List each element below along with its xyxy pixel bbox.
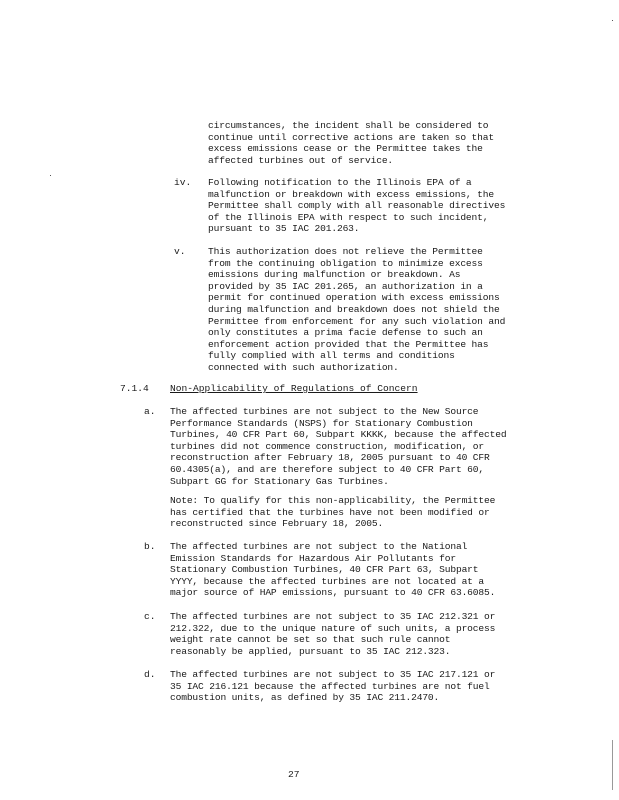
item-iv-text: Following notification to the Illinois EPA of a malfunction or breakdown with excess emissions, the Permittee shall comply with all reasonable directives of the Illinois EPA with respect to such incident, pursuant to 35 IAC 201.263. bbox=[208, 177, 511, 235]
scan-speck bbox=[50, 175, 51, 176]
item-d-label: d. bbox=[144, 669, 156, 680]
scan-edge-line bbox=[612, 740, 613, 790]
item-a-text: The affected turbines are not subject to the New Source Performance Standards (NSPS) for Stationary Combustion Turbines, 40 CFR Part 60, Subpart KKKK, because the affected turbines did not commence construction, modification, or reconstruction after February 18, 2005 pursuant to 40 CFR 60.4305(a), and are therefore subject to 40 CFR Part 60, Subpart GG for Stationary Gas Turbines. bbox=[170, 406, 513, 487]
section-number: 7.1.4 bbox=[120, 383, 149, 394]
item-v-text: This authorization does not relieve the Permittee from the continuing obligation to minimize excess emissions during malfunction or breakdown. As provided by 35 IAC 201.265, an authorization in a permit for continued operation with excess emissions during malfunction and breakdown does not shield the Permittee from enforcement for any such violation and only constitutes a prima facie defense to such an enforcement action provided that the Permittee has fully complied with all terms and conditions connected with such authorization. bbox=[208, 246, 511, 373]
page-number: 27 bbox=[288, 768, 300, 780]
item-d-text: The affected turbines are not subject to 35 IAC 217.121 or 35 IAC 216.121 because the affected turbines are not fuel combustion units, as defined by 35 IAC 211.2470. bbox=[170, 669, 501, 704]
continuation-paragraph: circumstances, the incident shall be considered to continue until corrective actions are taken so that excess emissions cease or the Permittee takes the affected turbines out of service. bbox=[208, 120, 500, 166]
item-a-label: a. bbox=[144, 406, 156, 417]
item-c-label: c. bbox=[144, 611, 156, 622]
item-c-text: The affected turbines are not subject to 35 IAC 212.321 or 212.322, due to the unique nature of such units, a process weight rate cannot be set so that such rule cannot reasonably be applied, pursuant to 35 IAC 212.323. bbox=[170, 611, 501, 657]
item-b-label: b. bbox=[144, 541, 156, 552]
section-title: Non-Applicability of Regulations of Concern bbox=[170, 383, 418, 394]
note-paragraph: Note: To qualify for this non-applicability, the Permittee has certified that the turbines have not been modified or reconstructed since February 18, 2005. bbox=[170, 495, 501, 530]
item-b-text: The affected turbines are not subject to the National Emission Standards for Hazardous Air Pollutants for Stationary Combustion Turbines, 40 CFR Part 63, Subpart YYYY, because the affected turbines are not located at a major source of HAP emissions, pursuant to 40 CFR 63.6085. bbox=[170, 541, 496, 599]
item-v-label: v. bbox=[174, 246, 186, 257]
scan-speck bbox=[612, 20, 613, 21]
item-iv-label: iv. bbox=[174, 177, 192, 188]
